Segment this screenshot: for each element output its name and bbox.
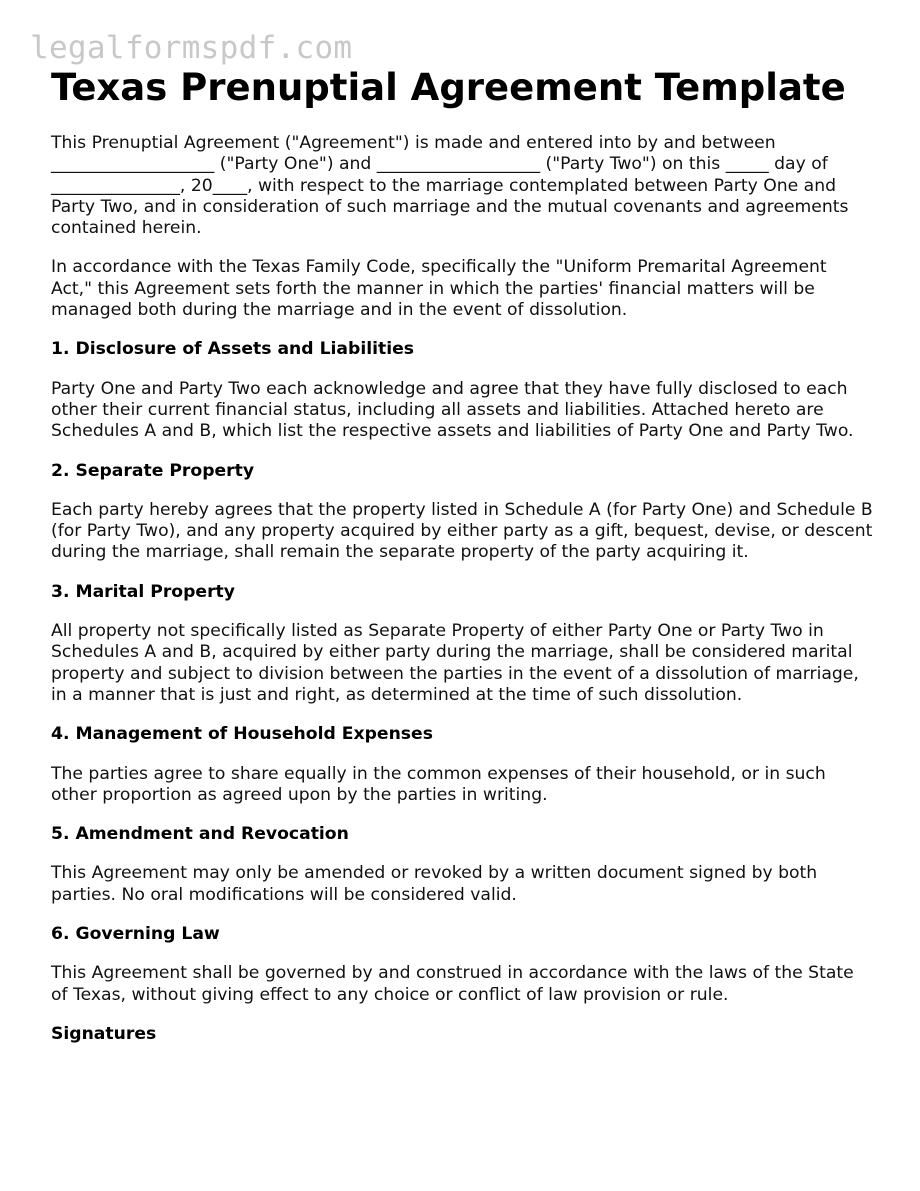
section-heading-governing-law: 6. Governing Law [51,924,220,945]
section-heading-disclosure: 1. Disclosure of Assets and Liabilities [51,339,414,360]
section-heading-separate-property: 2. Separate Property [51,460,255,481]
document-body [51,65,873,1045]
section-heading-marital-property: 3. Marital Property [51,581,235,602]
page-title: Texas Prenuptial Agreement Template [51,66,846,109]
accordance-paragraph: In accordance with the Texas Family Code, specifically the "Uniform Premarital Agreement Act," this Agreement sets forth the manner in which the parties' financial matters will be managed both during the marriage and in the event of dissolution. [51,257,827,321]
section-body-disclosure: Party One and Party Two each acknowledge and agree that they have fully disclosed to each other their current financial status, including all assets and liabilities. Attached hereto are Schedules A and B, which list the respective assets and liabilities of Party One and Party Two. [51,378,854,442]
section-body-amendment: This Agreement may only be amended or revoked by a written document signed by both parties. No oral modifications will be considered valid. [51,863,818,905]
section-body-household-expenses: The parties agree to share equally in the common expenses of their household, or in such other proportion as agreed upon by the parties in writing. [51,763,826,805]
signatures-heading: Signatures [51,1023,157,1044]
section-body-separate-property: Each party hereby agrees that the property listed in Schedule A (for Party One) and Schedule B (for Party Two), and any property acquired by either party as a gift, bequest, devise, or descent during the marriage, shall remain the separate property of the party acquiring it. [51,499,873,563]
section-heading-amendment: 5. Amendment and Revocation [51,824,349,845]
watermark: legalformspdf.com [30,30,353,66]
section-body-marital-property: All property not specifically listed as Separate Property of either Party One or Party Two in Schedules A and B, acquired by either party during the marriage, shall be considered marital property and subject to division between the parties in the event of a dissolution of marriage, in a manner that is just and right, as determined at the time of such dissolution. [51,621,859,705]
section-body-governing-law: This Agreement shall be governed by and construed in accordance with the laws of the State of Texas, without giving effect to any choice or conflict of law provision or rule. [51,963,854,1005]
section-heading-household-expenses: 4. Management of Household Expenses [51,724,433,745]
intro-paragraph: This Prenuptial Agreement ("Agreement") is made and entered into by and between ___________________ ("Party One") and ___________________ ("Party Two") on this _____ day of _______________, 20____, with respect to the marriage contemplated between Party One and Party Two, and in consideration of such marriage and the mutual covenants and agreements contained herein. [51,133,849,239]
